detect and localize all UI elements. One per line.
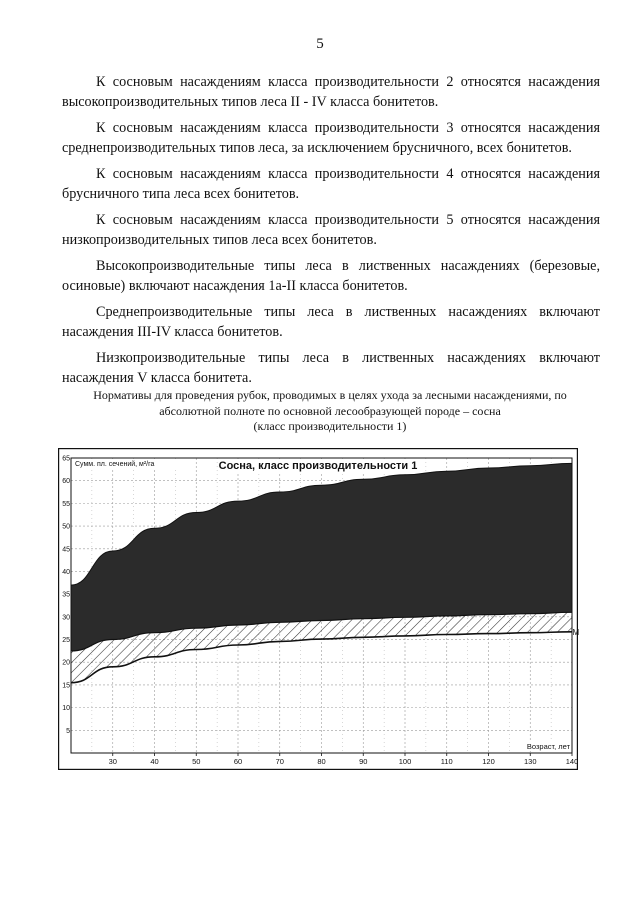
- chart: [58, 448, 578, 770]
- y-tick-label: 55: [62, 500, 70, 508]
- chart-title: Сосна, класс производительности 1: [218, 460, 418, 472]
- y-tick-label: 65: [62, 455, 70, 463]
- x-tick-label: 50: [192, 757, 201, 766]
- caption-line: Нормативы для проведения рубок, проводимых в целях ухода за лесными насаждениями, по: [93, 388, 567, 402]
- x-tick-label: 110: [440, 757, 453, 766]
- body-text: [62, 72, 600, 394]
- x-tick-label: 80: [317, 757, 326, 766]
- y-tick-label: 50: [62, 523, 70, 531]
- paragraph: К сосновым насаждениям класса производительности 5 относятся насаждения низкопроизводительных типов леса всех бонитетов.: [62, 212, 600, 248]
- paragraph: Высокопроизводительные типы леса в лиственных насаждениях (березовые, осиновые) включают насаждения 1а-II класса бонитетов.: [62, 258, 600, 294]
- y-tick-label: 45: [62, 546, 70, 554]
- paragraph: К сосновым насаждениям класса производительности 3 относятся насаждения среднепроизводительных типов леса, за исключением брусничного, всех бонитетов.: [62, 120, 600, 156]
- series-m-label: M: [572, 627, 580, 637]
- caption-line: (класс производительности 1): [253, 419, 407, 433]
- x-tick-label: 100: [398, 757, 412, 766]
- x-tick-label: 40: [150, 757, 159, 766]
- y-tick-label: 20: [62, 659, 70, 667]
- chart-svg: [58, 448, 578, 770]
- y-tick-label: 10: [62, 705, 70, 713]
- x-tick-label: 120: [482, 757, 495, 766]
- y-tick-label: 30: [62, 614, 70, 622]
- chart-caption: [60, 388, 600, 435]
- x-tick-label: 90: [359, 757, 368, 766]
- x-tick-label: 130: [523, 757, 537, 766]
- y-tick-label: 60: [62, 478, 70, 486]
- x-tick-label: 70: [275, 757, 284, 766]
- page-number: 5: [316, 36, 324, 52]
- y-tick-label: 5: [66, 727, 70, 735]
- y-tick-label: 25: [62, 637, 70, 645]
- caption-line: абсолютной полноте по основной лесообразующей породе – сосна: [159, 403, 501, 418]
- y-axis-label: Сумм. пл. сечений, м²/га: [75, 461, 155, 468]
- y-tick-label: 35: [62, 591, 70, 599]
- x-tick-label: 60: [233, 757, 243, 766]
- y-tick-label: 15: [62, 682, 70, 690]
- x-axis-label: Возраст, лет: [526, 742, 570, 751]
- paragraph: Низкопроизводительные типы леса в лиственных насаждениях включают насаждения V класса бонитета.: [62, 350, 600, 386]
- paragraph: Среднепроизводительные типы леса в лиственных насаждениях включают насаждения III-IV класса бонитетов.: [62, 304, 600, 340]
- paragraph: К сосновым насаждениям класса производительности 2 относятся насаждения высокопроизводительных типов леса II - IV класса бонитетов.: [62, 74, 600, 110]
- paragraph: К сосновым насаждениям класса производительности 4 относятся насаждения брусничного типа леса всех бонитетов.: [62, 166, 600, 202]
- x-tick-label: 140: [565, 757, 579, 766]
- y-tick-label: 40: [62, 568, 70, 576]
- x-tick-label: 30: [108, 757, 117, 766]
